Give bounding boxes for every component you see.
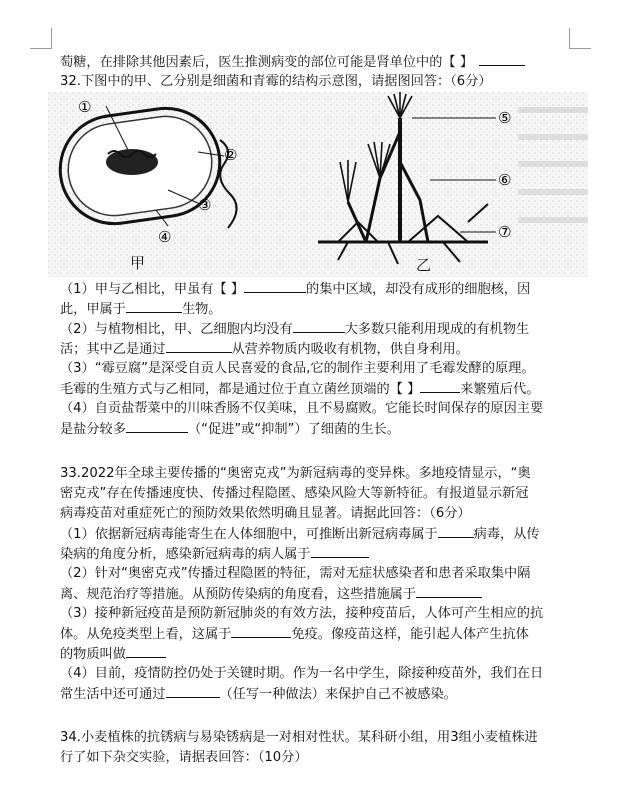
text-seg: 此，甲属于	[60, 302, 126, 317]
text-seg: （4）自贡盐帮菜中的川味香肠不仅美味，且不易腐败。它能长时间保存的原因主要	[60, 401, 544, 416]
text-seg: （1）依据新冠病毒能寄生在人体细胞中，可推断出新冠病毒属于	[60, 527, 438, 542]
q32-part3-line1	[60, 359, 585, 379]
q34-line2	[60, 748, 585, 768]
text-seg: 生物。	[181, 302, 222, 317]
answer-blank	[311, 544, 369, 558]
text-seg: 行了如下杂交实验，请据表回答：（10分）	[60, 750, 308, 765]
text-line-carryover	[60, 52, 585, 73]
text-seg: 34.小麦植株的抗锈病与易染锈病是一对相对性状。某科研小组，用3组小麦植株进	[60, 730, 538, 745]
answer-blank	[293, 319, 345, 333]
q33-intro-line1	[60, 464, 585, 484]
crop-mark-right-h	[569, 48, 591, 49]
answer-blank	[126, 299, 182, 313]
q32-part4-line2	[60, 419, 585, 440]
q32-part1-line1	[60, 279, 585, 300]
answer-blank	[126, 644, 166, 658]
q32-part4-line1	[60, 399, 585, 419]
question-title: 32.下图中的甲、乙分别是细菌和青霉的结构示意图，请据图回答：（6分）	[60, 74, 492, 89]
text-seg: 大多数只能利用现成的有机物生	[344, 322, 530, 337]
text-seg: （任写一种做法）来保护自己不被感染。	[219, 687, 457, 702]
answer-blank	[416, 584, 482, 598]
label-yi: 乙	[416, 256, 432, 274]
text-seg: 免疫。像疫苗这样，能引起人体产生抗体	[291, 627, 529, 642]
marker-5: ⑤	[498, 109, 512, 127]
marker-2: ②	[224, 146, 238, 164]
figure-svg	[48, 92, 588, 277]
q34-line1	[60, 728, 585, 748]
answer-blank	[244, 279, 306, 293]
answer-blank	[479, 52, 525, 66]
text-seg: （2）针对“奥密克戎”传播过程隐匿的特征，需对无症状感染者和患者采取集中隔	[60, 566, 531, 581]
marker-4: ④	[158, 228, 172, 246]
carryover-text: 萄糖，在排除其他因素后，医生推测病变的部位可能是肾单位中的【 】	[60, 55, 474, 70]
q33-part2-line2	[60, 584, 585, 605]
answer-blank	[166, 684, 220, 698]
answer-blank	[438, 524, 474, 538]
text-seg: （2）与植物相比，甲、乙细胞内均没有	[60, 322, 293, 337]
q33-part2-line1	[60, 564, 585, 584]
answer-blank	[166, 339, 232, 353]
text-seg: 从营养物质内吸收有机物，供自身利用。	[231, 342, 469, 357]
answer-blank	[231, 624, 291, 638]
text-seg: （3）“霉豆腐”是深受自贡人民喜爱的食品,它的制作主要利用了毛霉发酵的原理。	[60, 361, 535, 376]
figure-bacteria-penicillium	[48, 92, 588, 277]
text-seg: 33.2022年全球主要传播的“奥密克戎”为新冠病毒的变异株。多地疫情显示，“奥	[60, 466, 531, 481]
q32-part3-line2	[60, 379, 585, 400]
text-seg: （3）接种新冠疫苗是预防新冠肺炎的有效方法，接种疫苗后，人体可产生相应的抗	[60, 606, 544, 621]
text-seg: 体。从免疫类型上看，这属于	[60, 627, 232, 642]
q33-intro-line3	[60, 504, 585, 524]
crop-mark-left-h	[30, 48, 52, 49]
text-seg: 常生活中还可通过	[60, 687, 166, 702]
q32-part2-line2	[60, 339, 585, 360]
marker-7: ⑦	[498, 223, 512, 241]
marker-6: ⑥	[498, 171, 512, 189]
text-seg: 病毒疫苗对重症死亡的预防效果依然明确且显著。请据此回答：（6分）	[60, 506, 471, 521]
text-seg: 的集中区域，却没有成形的细胞核，因	[306, 282, 531, 297]
text-seg: 活；其中乙是通过	[60, 342, 166, 357]
label-jia: 甲	[130, 254, 146, 272]
text-seg: 密克戎”存在传播速度快、传播过程隐匿、感染风险大等新特征。有报道显示新冠	[60, 486, 529, 501]
marker-3: ③	[198, 196, 212, 214]
crop-mark-left-v	[51, 28, 52, 49]
text-seg: （“促进”或“抑制”）了细菌的生长。	[187, 422, 400, 437]
q33-part1-line1	[60, 524, 585, 545]
marker-1: ①	[78, 98, 92, 116]
crop-mark-right-v	[569, 28, 570, 49]
text-seg: 来繁殖后代。	[460, 382, 540, 397]
q33-intro-line2	[60, 484, 585, 504]
text-seg: （4）目前，疫情防控仍处于关键时期。作为一名中学生，除接种疫苗外，我们在日	[60, 666, 544, 681]
q33-part3-line1	[60, 604, 585, 624]
answer-blank	[126, 419, 188, 433]
text-seg: 的物质叫做	[60, 647, 126, 662]
text-seg: 是盐分较多	[60, 422, 126, 437]
text-seg: 染病的角度分析，感染新冠病毒的病人属于	[60, 547, 311, 562]
q33-part4-line2	[60, 684, 585, 705]
q33-part3-line3	[60, 644, 585, 665]
q32-part2-line1	[60, 319, 585, 340]
text-seg: 毛霉的生殖方式与乙相同，都是通过位于直立菌丝顶端的【 】	[60, 382, 421, 397]
q33-part1-line2	[60, 544, 585, 565]
q33-part3-line2	[60, 624, 585, 645]
text-seg: 离、规范治疗等措施。从预防传染病的角度看，这些措施属于	[60, 587, 417, 602]
text-seg: （1）甲与乙相比，甲虽有【 】	[60, 282, 245, 297]
q32-part1-line2	[60, 299, 585, 320]
question-32-title	[60, 72, 585, 92]
answer-blank	[420, 379, 460, 393]
q33-part4-line1	[60, 664, 585, 684]
text-seg: 病毒，从传	[473, 527, 540, 542]
